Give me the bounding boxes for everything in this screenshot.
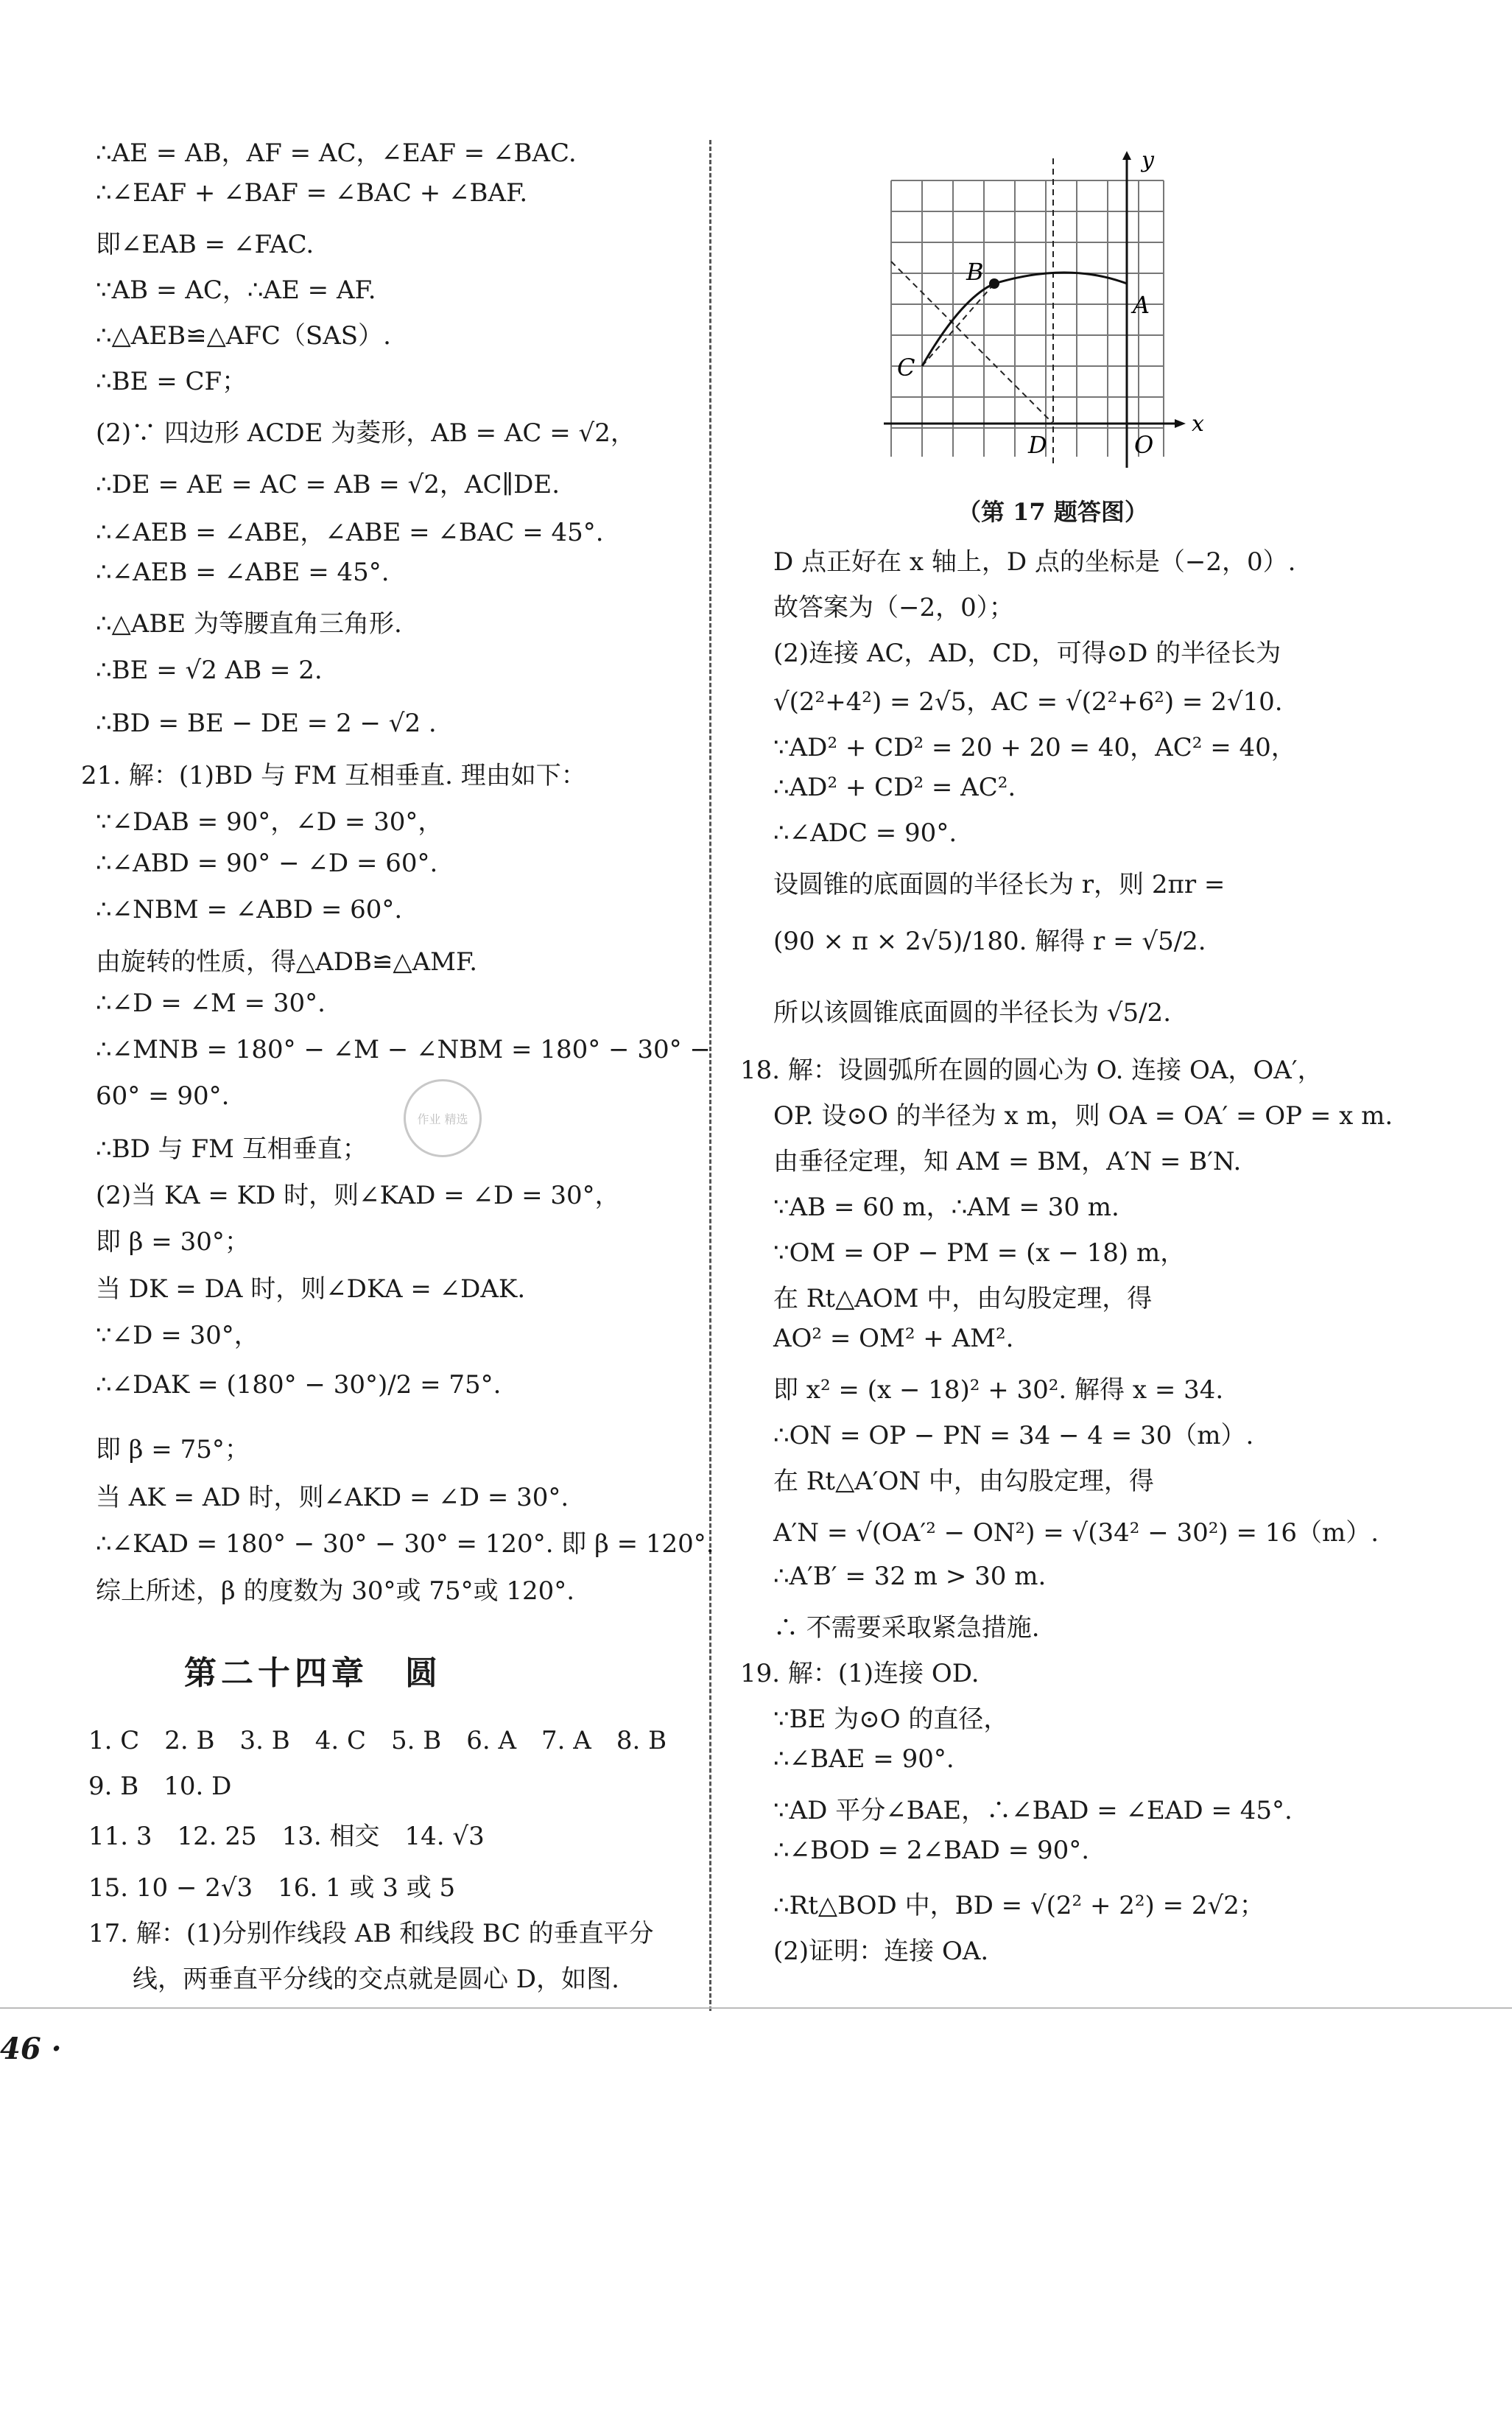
text-line: ∴△ABE 为等腰直角三角形. bbox=[96, 609, 402, 639]
watermark-stamp bbox=[404, 1079, 482, 1157]
text-line: ∴∠BOD = 2∠BAD = 90°. bbox=[773, 1836, 1090, 1865]
x-axis-label: x bbox=[1192, 411, 1204, 437]
text-line: ∵AB = 60 m，∴AM = 30 m. bbox=[773, 1193, 1119, 1222]
text-line: ∴∠AEB = ∠ABE，∠ABE = ∠BAC = 45°. bbox=[96, 518, 604, 547]
question-19-heading: 19. 解：(1)连接 OD. bbox=[740, 1659, 980, 1688]
text-line: 在 Rt△AOM 中，由勾股定理，得 bbox=[773, 1284, 1153, 1313]
text-line: 当 AK = AD 时，则∠AKD = ∠D = 30°. bbox=[96, 1483, 569, 1512]
text-line: 故答案为（−2，0）； bbox=[773, 593, 1014, 622]
coordinate-figure bbox=[884, 151, 1223, 468]
text-line: 由垂径定理，知 AM = BM，A′N = B′N. bbox=[773, 1147, 1242, 1176]
text-line: 60° = 90°. bbox=[96, 1081, 230, 1111]
text-line: 即∠EAB = ∠FAC. bbox=[96, 230, 314, 259]
text-line: ∴∠EAF + ∠BAF = ∠BAC + ∠BAF. bbox=[96, 178, 528, 208]
text-line: ∴AE = AB，AF = AC，∠EAF = ∠BAC. bbox=[96, 138, 577, 168]
text-line: (2)连接 AC，AD，CD，可得⊙D 的半径长为 bbox=[773, 639, 1281, 668]
text-line: (2)证明：连接 OA. bbox=[773, 1937, 989, 1966]
text-line: ∴A′B′ = 32 m > 30 m. bbox=[773, 1562, 1047, 1591]
text-line: (2)∵ 四边形 ACDE 为菱形，AB = AC = √2， bbox=[96, 418, 636, 448]
answer-line: 9. B 10. D bbox=[88, 1772, 232, 1801]
column-divider bbox=[709, 140, 711, 2011]
text-line: (2)当 KA = KD 时，则∠KAD = ∠D = 30°， bbox=[96, 1181, 620, 1210]
text-line: 所以该圆锥底面圆的半径长为 √5/2. bbox=[773, 998, 1171, 1028]
text-line: 即 β = 30°； bbox=[96, 1227, 250, 1257]
answer-line: 1. C 2. B 3. B 4. C 5. B 6. A 7. A 8. B bbox=[88, 1726, 667, 1755]
answer-line: 线，两垂直平分线的交点就是圆心 D，如图. bbox=[133, 1965, 619, 1994]
text-line: ∴∠D = ∠M = 30°. bbox=[96, 989, 326, 1018]
text-line: ∴∠NBM = ∠ABD = 60°. bbox=[96, 895, 403, 924]
text-line: ∴∠ADC = 90°. bbox=[773, 818, 957, 848]
text-line: ∴BE = √2 AB = 2. bbox=[96, 656, 323, 685]
stamp-text: 作业 精选 bbox=[417, 1112, 468, 1126]
text-line: 即 β = 75°； bbox=[96, 1435, 250, 1464]
text-line: ∴∠BAE = 90°. bbox=[773, 1744, 954, 1774]
text-line: OP. 设⊙O 的半径为 x m，则 OA = OA′ = OP = x m. bbox=[773, 1101, 1393, 1131]
text-line: 在 Rt△A′ON 中，由勾股定理，得 bbox=[773, 1467, 1154, 1496]
text-line: ∴∠KAD = 180° − 30° − 30° = 120°. 即 β = 120°. bbox=[96, 1529, 714, 1559]
text-line: ∵AB = AC，∴AE = AF. bbox=[96, 275, 376, 305]
text-line: 由旋转的性质，得△ADB≌△AMF. bbox=[96, 947, 478, 977]
text-line: ∴BD 与 FM 互相垂直； bbox=[96, 1134, 368, 1164]
text-line: ∴BD = BE − DE = 2 − √2 . bbox=[96, 709, 437, 738]
text-line: ∵∠D = 30°， bbox=[96, 1321, 259, 1350]
text-line: ∴BE = CF； bbox=[96, 367, 247, 396]
text-line: ∵BE 为⊙O 的直径， bbox=[773, 1705, 1009, 1734]
text-line: ∴ 不需要采取紧急措施. bbox=[773, 1613, 1040, 1643]
question-18-heading: 18. 解：设圆弧所在圆的圆心为 O. 连接 OA，OA′， bbox=[740, 1056, 1323, 1085]
y-axis-label: y bbox=[1142, 151, 1154, 173]
text-line: ∴∠MNB = 180° − ∠M − ∠NBM = 180° − 30° − bbox=[96, 1035, 711, 1064]
figure-caption: （第 17 题答图） bbox=[957, 498, 1148, 526]
text-line: ∴ON = OP − PN = 34 − 4 = 30（m）. bbox=[773, 1421, 1254, 1450]
text-line: ∵AD² + CD² = 20 + 20 = 40，AC² = 40， bbox=[773, 733, 1296, 762]
text-line: ∵∠DAB = 90°，∠D = 30°， bbox=[96, 807, 443, 837]
text-line: 当 DK = DA 时，则∠DKA = ∠DAK. bbox=[96, 1274, 526, 1304]
point-b-label: B bbox=[966, 258, 984, 286]
text-line: 设圆锥的底面圆的半径长为 r，则 2πr = bbox=[773, 870, 1226, 899]
text-line: ∴DE = AE = AC = AB = √2，AC∥DE. bbox=[96, 470, 560, 499]
point-c-label: C bbox=[897, 354, 915, 382]
text-line: 即 x² = (x − 18)² + 30². 解得 x = 34. bbox=[773, 1375, 1224, 1405]
point-a-label: A bbox=[1133, 291, 1150, 319]
footer-rule bbox=[0, 2007, 1512, 2009]
chapter-title: 第二十四章 圆 bbox=[184, 1654, 442, 1692]
point-d-label: D bbox=[1028, 431, 1047, 459]
text-line: ∴△AEB≌△AFC（SAS）. bbox=[96, 321, 391, 351]
text-line: D 点正好在 x 轴上，D 点的坐标是（−2，0）. bbox=[773, 547, 1296, 577]
text-line: ∴∠ABD = 90° − ∠D = 60°. bbox=[96, 849, 438, 878]
text-line: ∵OM = OP − PM = (x − 18) m， bbox=[773, 1238, 1186, 1268]
text-line: √(2²+4²) = 2√5，AC = √(2²+6²) = 2√10. bbox=[773, 687, 1283, 717]
question-21-heading: 21. 解：(1)BD 与 FM 互相垂直. 理由如下： bbox=[81, 761, 586, 790]
answer-line: 11. 3 12. 25 13. 相交 14. √3 bbox=[88, 1822, 485, 1851]
text-line: ∴∠AEB = ∠ABE = 45°. bbox=[96, 558, 390, 587]
text-line: ∴∠DAK = (180° − 30°)/2 = 75°. bbox=[96, 1370, 502, 1400]
text-line: (90 × π × 2√5)/180. 解得 r = √5/2. bbox=[773, 927, 1206, 956]
answer-line: 17. 解：(1)分别作线段 AB 和线段 BC 的垂直平分 bbox=[88, 1919, 654, 1948]
point-o-label: O bbox=[1134, 431, 1154, 459]
answer-line: 15. 10 − 2√3 16. 1 或 3 或 5 bbox=[88, 1873, 456, 1903]
text-line: ∴Rt△BOD 中，BD = √(2² + 2²) = 2√2； bbox=[773, 1891, 1265, 1920]
page-number: 46 · bbox=[0, 2032, 62, 2066]
text-line: AO² = OM² + AM². bbox=[773, 1324, 1014, 1353]
text-line: 综上所述，β 的度数为 30°或 75°或 120°. bbox=[96, 1576, 575, 1606]
text-line: ∵AD 平分∠BAE，∴∠BAD = ∠EAD = 45°. bbox=[773, 1796, 1293, 1825]
text-line: ∴AD² + CD² = AC². bbox=[773, 773, 1016, 802]
text-line: A′N = √(OA′² − ON²) = √(34² − 30²) = 16（m）. bbox=[773, 1518, 1379, 1548]
